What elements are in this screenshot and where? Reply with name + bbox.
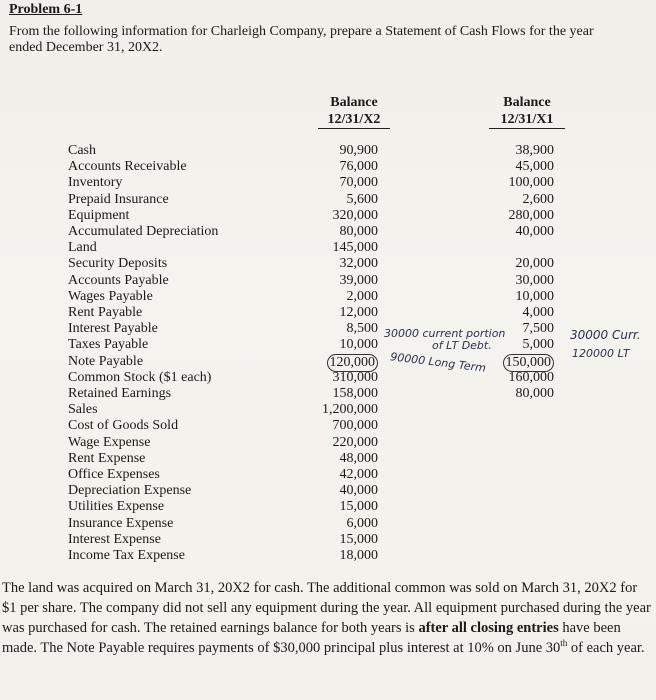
account-label: Land (68, 240, 97, 256)
account-label: Cash (68, 143, 96, 158)
account-label: Office Expenses (68, 467, 160, 482)
table-row (0, 499, 656, 515)
balance-x1: 7,500 (522, 321, 554, 337)
table-row (0, 192, 656, 208)
table-row (0, 418, 656, 434)
balance-x2: 310,000 (332, 369, 378, 385)
table-row (0, 548, 656, 564)
table-row (0, 143, 656, 159)
balance-x2: 15,000 (339, 499, 378, 515)
handwritten-current-portion: 30000 current portion (384, 327, 506, 340)
table-row (0, 224, 656, 240)
problem-notes (2, 578, 652, 658)
balance-x2: 42,000 (339, 467, 378, 482)
account-label: Cost of Goods Sold (68, 418, 179, 434)
balance-x2: 80,000 (339, 224, 378, 239)
notes-sup: th (560, 638, 568, 649)
table-row (0, 289, 656, 305)
balance-x2: 70,000 (339, 175, 378, 191)
account-label: Rent Payable (68, 305, 143, 320)
table-row (0, 321, 656, 337)
table-row (0, 483, 656, 499)
balance-x1: 280,000 (508, 207, 554, 223)
table-row (0, 337, 656, 353)
balance-x2: 700,000 (332, 418, 378, 434)
balance-x2: 1,200,000 (322, 402, 378, 418)
column-header-x2-line2: 12/31/X2 (318, 111, 390, 129)
balance-x2: 40,000 (339, 483, 378, 499)
balance-x2: 5,600 (346, 191, 378, 207)
balance-x1: 45,000 (515, 159, 554, 175)
balance-x1: 40,000 (515, 224, 554, 239)
table-row (0, 240, 656, 256)
balance-x1: 30,000 (515, 272, 554, 288)
account-label: Interest Payable (68, 321, 158, 337)
balance-x2: 158,000 (332, 386, 378, 401)
balance-x1: 150,000 (503, 354, 555, 372)
balance-x2: 320,000 (332, 207, 378, 223)
table-row (0, 159, 656, 175)
handwritten-lt: 120000 LT (572, 347, 630, 360)
balance-x2: 39,000 (339, 272, 378, 288)
account-label: Wages Payable (68, 288, 153, 304)
notes-bold: after all closing entries (418, 620, 559, 636)
account-label: Accumulated Depreciation (68, 224, 219, 239)
balance-x1: 20,000 (515, 256, 554, 272)
account-label: Utilities Expense (68, 499, 165, 515)
balance-x2: 10,000 (339, 337, 378, 353)
balance-x2: 2,000 (346, 288, 378, 304)
account-label: Taxes Payable (68, 337, 149, 353)
account-label: Interest Expense (68, 531, 161, 547)
table-row (0, 370, 656, 386)
account-label: Rent Expense (68, 450, 146, 466)
table-row (0, 256, 656, 272)
problem-intro: From the following information for Charleigh Company, prepare a Statement of Cash Flows for the year ended December 31, 20X2. (9, 24, 594, 55)
column-header-x1 (489, 94, 565, 129)
table-row (0, 175, 656, 191)
balance-x2: 6,000 (346, 515, 378, 531)
account-label: Inventory (68, 175, 123, 191)
column-header-x1-line1: Balance (503, 95, 551, 110)
account-label: Security Deposits (68, 256, 168, 272)
account-label: Accounts Payable (68, 272, 169, 288)
account-label: Equipment (68, 207, 130, 223)
balance-x1: 10,000 (515, 288, 554, 304)
table-row (0, 386, 656, 402)
account-label: Retained Earnings (68, 386, 172, 401)
table-row (0, 435, 656, 451)
balance-x2: 48,000 (339, 450, 378, 466)
notes-part-3: of each year. (570, 640, 645, 656)
balance-x2: 90,900 (339, 143, 378, 158)
balance-x1: 4,000 (522, 305, 554, 320)
balance-x1: 100,000 (508, 175, 554, 191)
balance-x2: 15,000 (339, 531, 378, 547)
account-label: Insurance Expense (68, 515, 174, 531)
balance-x1: 38,900 (515, 143, 554, 158)
table-row (0, 451, 656, 467)
table-row (0, 467, 656, 483)
table-row (0, 273, 656, 289)
handwritten-of-lt-debt: of LT Debt. (432, 339, 492, 352)
balance-x1: 80,000 (515, 386, 554, 401)
balance-x1: 5,000 (522, 337, 554, 353)
balance-x2: 32,000 (339, 256, 378, 272)
balance-x2: 220,000 (332, 434, 378, 450)
account-label: Depreciation Expense (68, 483, 192, 499)
account-label: Sales (68, 402, 98, 418)
account-label: Wage Expense (68, 434, 151, 450)
column-header-x2-line1: Balance (330, 95, 378, 110)
table-row (0, 532, 656, 548)
column-header-x2 (318, 94, 390, 129)
notes-part-2: have been made. The Note Payable requires payments of $30,000 principal plus interest at 10% on June 30 (2, 620, 621, 656)
account-label: Accounts Receivable (68, 159, 187, 175)
problem-title: Problem 6-1 (9, 2, 83, 17)
balance-x2: 18,000 (339, 548, 378, 563)
table-row (0, 516, 656, 532)
balance-x2: 8,500 (346, 321, 378, 337)
table-row (0, 305, 656, 321)
table-row (0, 402, 656, 418)
balance-x1: 160,000 (508, 369, 554, 385)
balance-x2: 145,000 (332, 240, 378, 256)
account-label: Common Stock ($1 each) (68, 369, 212, 385)
account-label: Prepaid Insurance (68, 191, 169, 207)
table-row (0, 208, 656, 224)
notes-part-1: The land was acquired on March 31, 20X2 for cash. The additional common was sold on March 31, 20X2 for $1 per share. The company did not sell any equipment during the year. All equipment purchased during the year was purchased for cash. The retained earnings balance for both years is (2, 580, 651, 636)
balance-x1: 2,600 (522, 191, 554, 207)
balance-x2: 12,000 (339, 305, 378, 320)
account-label: Income Tax Expense (68, 548, 185, 563)
table-row (0, 354, 656, 370)
handwritten-curr: 30000 Curr. (570, 328, 641, 342)
column-header-x1-line2: 12/31/X1 (489, 111, 565, 129)
balance-x2: 76,000 (339, 159, 378, 175)
balance-x2: 120,000 (327, 354, 379, 372)
handwritten-long-term: 90000 Long Term (389, 350, 487, 375)
account-label: Note Payable (68, 353, 144, 369)
